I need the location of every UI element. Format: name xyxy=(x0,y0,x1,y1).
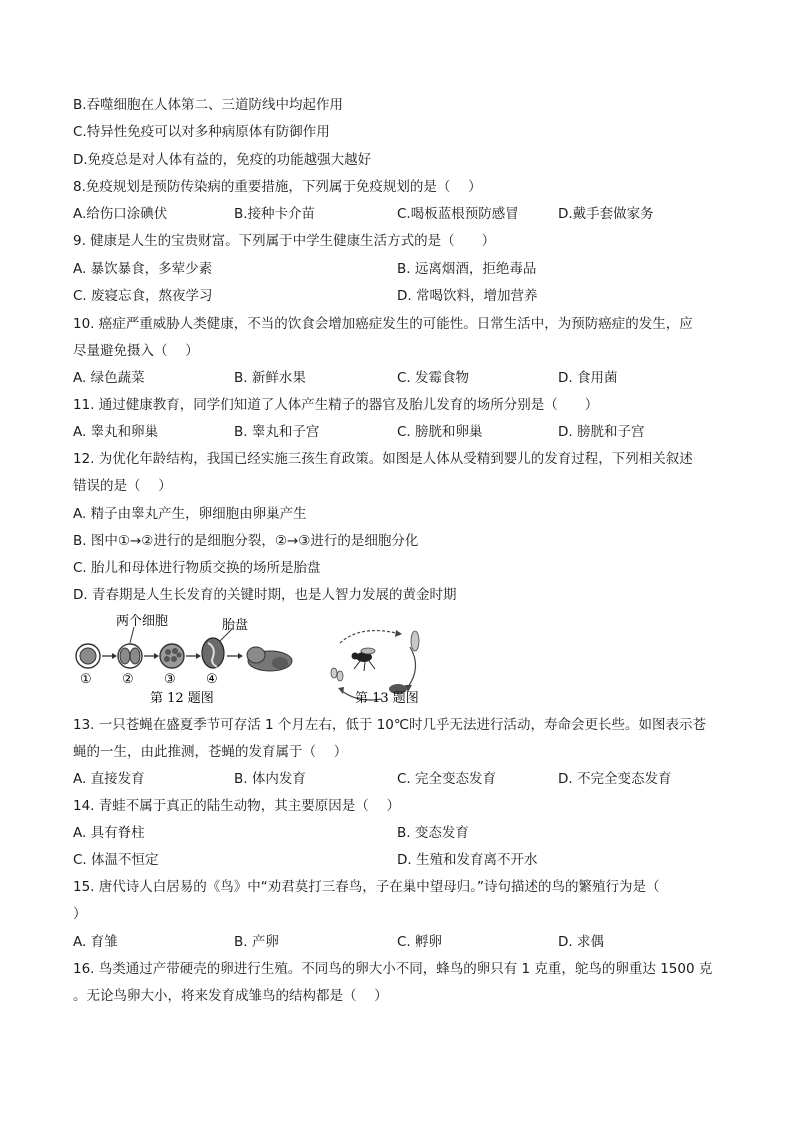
q14-option-c: C. 体温不恒定 xyxy=(73,852,159,868)
arrow-4 xyxy=(227,653,243,659)
question-10-cont: 尽量避免摄入（ ） xyxy=(73,343,199,359)
label-stage-4: ④ xyxy=(206,672,218,687)
q12-option-c: C. 胎儿和母体进行物质交换的场所是胎盘 xyxy=(73,560,321,576)
q11-option-a: A. 睾丸和卵巢 xyxy=(73,424,159,440)
two-cells-pointer xyxy=(130,627,134,643)
q8-option-c: C.喝板蓝根预防感冒 xyxy=(397,206,519,222)
arrow-1 xyxy=(102,653,117,659)
q7-option-d: D.免疫总是对人体有益的，免疫的功能越强大越好 xyxy=(73,152,372,168)
q15-option-a: A. 育雏 xyxy=(73,934,118,950)
figures-12-13 xyxy=(72,613,428,705)
zygote-cell xyxy=(76,644,100,668)
q14-option-a: A. 具有脊柱 xyxy=(73,825,145,841)
question-16-cont: 。无论鸟卵大小，将来发育成雏鸟的结构都是（ ） xyxy=(73,988,388,1004)
q11-option-c: C. 膀胱和卵巢 xyxy=(397,424,483,440)
q8-option-d: D.戴手套做家务 xyxy=(558,206,654,222)
label-stage-2: ② xyxy=(122,672,134,687)
q12-option-d: D. 青春期是人生长发育的关键时期，也是人智力发展的黄金时期 xyxy=(73,587,457,603)
question-11: 11. 通过健康教育，同学们知道了人体产生精子的器官及胎儿发育的场所分别是（ ） xyxy=(73,397,599,413)
question-12-cont: 错误的是（ ） xyxy=(73,478,172,494)
q10-option-c: C. 发霉食物 xyxy=(397,370,470,386)
caption-figure-13: 第 13 题图 xyxy=(355,691,419,705)
question-10: 10. 癌症严重威胁人类健康，不当的饮食会增加癌症发生的可能性。日常生活中，为预防癌症的发生，应 xyxy=(73,316,693,332)
q9-option-b: B. 远离烟酒，拒绝毒品 xyxy=(397,261,537,277)
two-cell-stage xyxy=(118,644,142,668)
label-two-cells: 两个细胞 xyxy=(116,614,169,629)
q15-option-c: C. 孵卵 xyxy=(397,934,443,950)
fly-eggs xyxy=(331,668,343,681)
arrow-3 xyxy=(186,653,201,659)
q15-option-d: D. 求偶 xyxy=(558,934,604,950)
q14-option-d: D. 生殖和发育离不开水 xyxy=(397,852,538,868)
question-14: 14. 青蛙不属于真正的陆生动物，其主要原因是（ ） xyxy=(73,798,401,814)
q11-option-b: B. 睾丸和子宫 xyxy=(234,424,320,440)
question-12: 12. 为优化年龄结构，我国已经实施三孩生育政策。如图是人体从受精到婴儿的发育过程，下列相关叙述 xyxy=(73,451,693,467)
question-9: 9. 健康是人生的宝贵财富。下列属于中学生健康生活方式的是（ ） xyxy=(73,233,496,249)
label-placenta: 胎盘 xyxy=(222,618,249,633)
morula-stage xyxy=(160,644,184,668)
q15-option-b: B. 产卵 xyxy=(234,934,279,950)
figures-svg xyxy=(72,613,428,705)
arrow-2 xyxy=(144,653,159,659)
question-15-cont: ） xyxy=(73,906,87,922)
q13-option-c: C. 完全变态发育 xyxy=(397,771,497,787)
question-16: 16. 鸟类通过产带硬壳的卵进行生殖。不同鸟的卵大小不同，蜂鸟的卵只有 1 克重，鸵鸟的卵重达 1500 克 xyxy=(73,961,713,977)
fly-adult xyxy=(352,648,376,671)
q9-option-d: D. 常喝饮料，增加营养 xyxy=(397,288,538,304)
q7-option-b: B.吞噬细胞在人体第二、三道防线中均起作用 xyxy=(73,97,344,113)
question-8: 8.免疫规划是预防传染病的重要措施，下列属于免疫规划的是（ ） xyxy=(73,179,482,195)
fly-life-cycle xyxy=(331,630,419,700)
q13-option-d: D. 不完全变态发育 xyxy=(558,771,672,787)
q9-option-c: C. 废寝忘食，熬夜学习 xyxy=(73,288,213,304)
embryo-stage xyxy=(202,638,224,668)
caption-figure-12: 第 12 题图 xyxy=(150,691,214,705)
label-stage-3: ③ xyxy=(164,672,176,687)
q13-option-a: A. 直接发育 xyxy=(73,771,145,787)
question-15: 15. 唐代诗人白居易的《鸟》中“劝君莫打三春鸟，子在巢中望母归。”诗句描述的鸟的繁殖行为是（ xyxy=(73,879,660,895)
q14-option-b: B. 变态发育 xyxy=(397,825,469,841)
q10-option-b: B. 新鲜水果 xyxy=(234,370,306,386)
infant-stage xyxy=(247,647,292,671)
q12-option-b: B. 图中①→②进行的是细胞分裂，②→③进行的是细胞分化 xyxy=(73,533,419,549)
question-13: 13. 一只苍蝇在盛夏季节可存活 1 个月左右，低于 10℃时几乎无法进行活动，寿命会更长些。如图表示苍 xyxy=(73,717,707,733)
q10-option-a: A. 绿色蔬菜 xyxy=(73,370,145,386)
label-stage-1: ① xyxy=(80,672,92,687)
q10-option-d: D. 食用菌 xyxy=(558,370,618,386)
q12-option-a: A. 精子由睾丸产生，卵细胞由卵巢产生 xyxy=(73,506,307,522)
q11-option-d: D. 膀胱和子宫 xyxy=(558,424,645,440)
q9-option-a: A. 暴饮暴食，多荤少素 xyxy=(73,261,213,277)
q8-option-a: A.给伤口涂碘伏 xyxy=(73,206,168,222)
q8-option-b: B.接种卡介苗 xyxy=(234,206,316,222)
q13-option-b: B. 体内发育 xyxy=(234,771,306,787)
fly-larva xyxy=(411,631,419,651)
question-13-cont: 蝇的一生，由此推测，苍蝇的发育属于（ ） xyxy=(73,744,348,760)
q7-option-c: C.特异性免疫可以对多种病原体有防御作用 xyxy=(73,124,330,140)
